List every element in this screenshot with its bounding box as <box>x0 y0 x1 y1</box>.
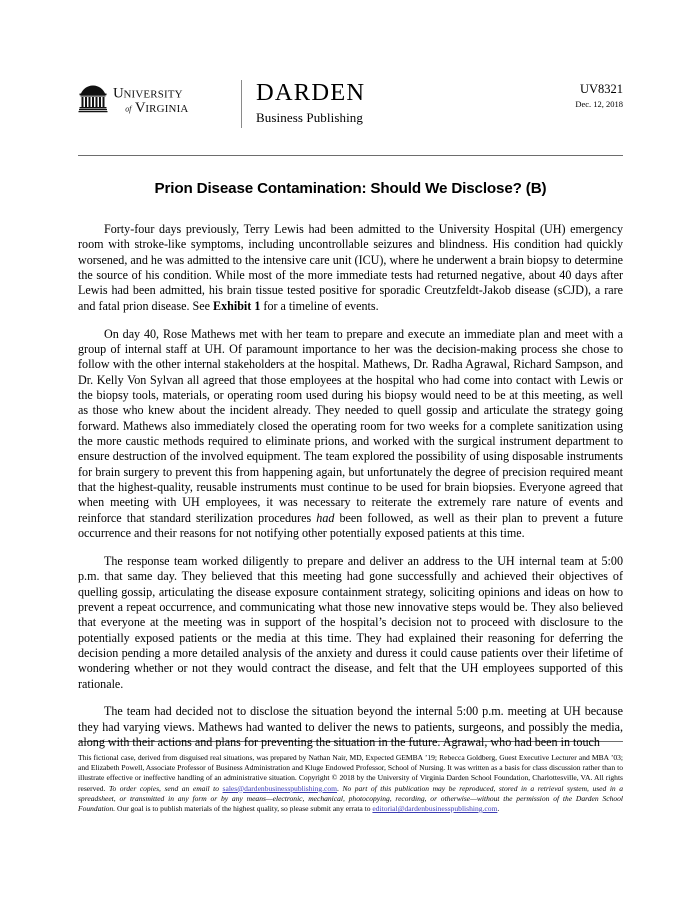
case-number: UV8321 <box>579 82 623 96</box>
body-paragraph <box>78 554 623 692</box>
text-run: On day 40, Rose Mathews met with her team to prepare and execute an immediate plan and meet with a group of internal staff at UH. Of paramount importance to her was the decision-making process she chose to follow with the other internal stakeholders at the hospital. Mathews, Dr. Radha Agrawal, Richard Sampson, and Dr. Kelly Von Sylvan all agreed that those employees at the hospital who had come into contact with Lewis or the biopsy tools, materials, or operating room used during his biopsy would need to be at this meeting, as well as those who knew about the incident already. They needed to quell gossip and articulate the strategy going forward. Mathews also immediately closed the operating room for two weeks for a complete sanitization using the more caustic methods required to eliminate prions, and worked with the surgical instrument department to ensure destruction of the involved equipment. The team explored the possibility of using disposable instruments for brain surgery to prevent this from happening again, but unfortunately the degree of precision required meant that the highest-quality, reusable instruments must continue to be used for brain biopsies. Everyone agreed that when meeting with UH employees, it was necessary to reiterate the extremely rare nature of events and reinforce that standard sterilization procedures <box>78 326 623 525</box>
svg-text:V: V <box>134 100 146 114</box>
header-divider-rule <box>78 155 623 156</box>
text-run: This fictional case, derived from disguised real situations, was prepared by Nathan Nair, MD, Expected GEMBA ’19; Rebecca Goldberg, Guest Executive Lecturer and MBA ’03; and Elizabeth Powell, Associate Professor of Business Administration and Kluge Endowed Professor, School of Nursing. It was written as a basis for class discussion rather than to illustrate effective or ineffective handling of an administrative situation. Copyright © 2018 by the University of Virginia Darden School Foundation, Charlottesville, VA. All rights reserved. <box>78 753 623 793</box>
emphasis-italic: No part of this publication may be reproduced, stored in a retrieval system, used in a spreadsheet, or transmitted in any form or by any means—electronic, mechanical, photocopying, recording, or otherwise—without the permission of the Darden School Foundation. <box>78 783 623 814</box>
text-run: for a timeline of events. <box>260 298 379 313</box>
svg-text:NIVERSITY: NIVERSITY <box>123 88 183 101</box>
body-paragraph <box>78 327 623 542</box>
rotunda-building-icon <box>78 85 108 113</box>
publisher-branding <box>78 80 365 128</box>
text-run: The team had decided not to disclose the situation beyond the internal 5:00 p.m. meeting at UH because they had varying views. Mathews had wanted to deliver the news to patients, surgeons, and possibly the media, along with their actions and plans for preventing the situation in the future. Agrawal, who had been in touch <box>78 704 623 750</box>
text-run: . <box>337 783 343 793</box>
text-run: Our goal is to publish materials of the highest quality, so please submit any errata to <box>115 804 373 814</box>
svg-text:IRGINIA: IRGINIA <box>145 103 189 114</box>
darden-subtitle: Business Publishing <box>256 109 364 125</box>
publication-date: Dec. 12, 2018 <box>575 98 623 109</box>
text-run: The response team worked diligently to prepare and deliver an address to the UH internal team at 5:00 p.m. that same day. They believed that this meeting had gone successfully and achieved their objectives of quelling gossip, articulating the disease exposure containment strategy, soliciting opinions and ideas on how to prevent a repeat occurrence, and communicating what those new innovative steps would be. They also believed that everyone at the meeting was in support of the hospital’s decision not to proceed with disclosure to the potentially exposed patients or the media at this time. They had explained their reasoning for deferring the decision pending a more detailed analysis of the anxiety and duress it could cause patients over their lifetime of wondering whether or not they would contract the disease, and felt that the UH employees supported of this rationale. <box>78 553 623 691</box>
page-title: Prion Disease Contamination: Should We Disclose? (B) <box>154 180 547 198</box>
text-run: Forty-four days previously, Terry Lewis had been admitted to the University Hospital (UH) emergency room with stroke-like symptoms, including uncontrollable seizures and blindness. His condition had quickly worsened, and he was admitted to the intensive care unit (ICU), where he underwent a brain biopsy to determine the source of his condition. While most of the more immediate tests had returned negative, about 40 days after Lewis had been admitted, his brain tissue tested positive for sporadic Creutzfeldt-Jakob disease (sCJD), a rare and fatal prion disease. See <box>78 222 623 313</box>
email-link[interactable]: sales@dardenbusinesspublishing.com <box>222 783 338 793</box>
body-paragraph <box>78 704 623 750</box>
darden-imprint <box>256 80 365 126</box>
body-paragraph <box>78 222 623 314</box>
case-body-text <box>78 222 623 751</box>
masthead <box>78 80 623 138</box>
text-run: been followed, as well as their plan to prevent a future occurrence and their reasons for not notifying other potentially exposed patients at this time. <box>78 510 623 541</box>
emphasis-bold: Exhibit 1 <box>213 298 261 313</box>
darden-title: DARDEN <box>256 79 366 106</box>
uva-logo-lockup <box>78 80 225 114</box>
text-run: . <box>497 804 500 814</box>
uva-wordmark <box>113 84 225 114</box>
document-meta <box>575 80 623 110</box>
copyright-footnote <box>78 753 623 814</box>
svg-text:U: U <box>113 85 124 102</box>
brand-divider <box>241 80 242 128</box>
emphasis-italic: had <box>316 510 335 525</box>
emphasis-italic: To order copies, send an email to <box>108 783 223 793</box>
svg-text:of: of <box>125 104 132 114</box>
email-link[interactable]: editorial@dardenbusinesspublishing.com <box>372 804 498 814</box>
